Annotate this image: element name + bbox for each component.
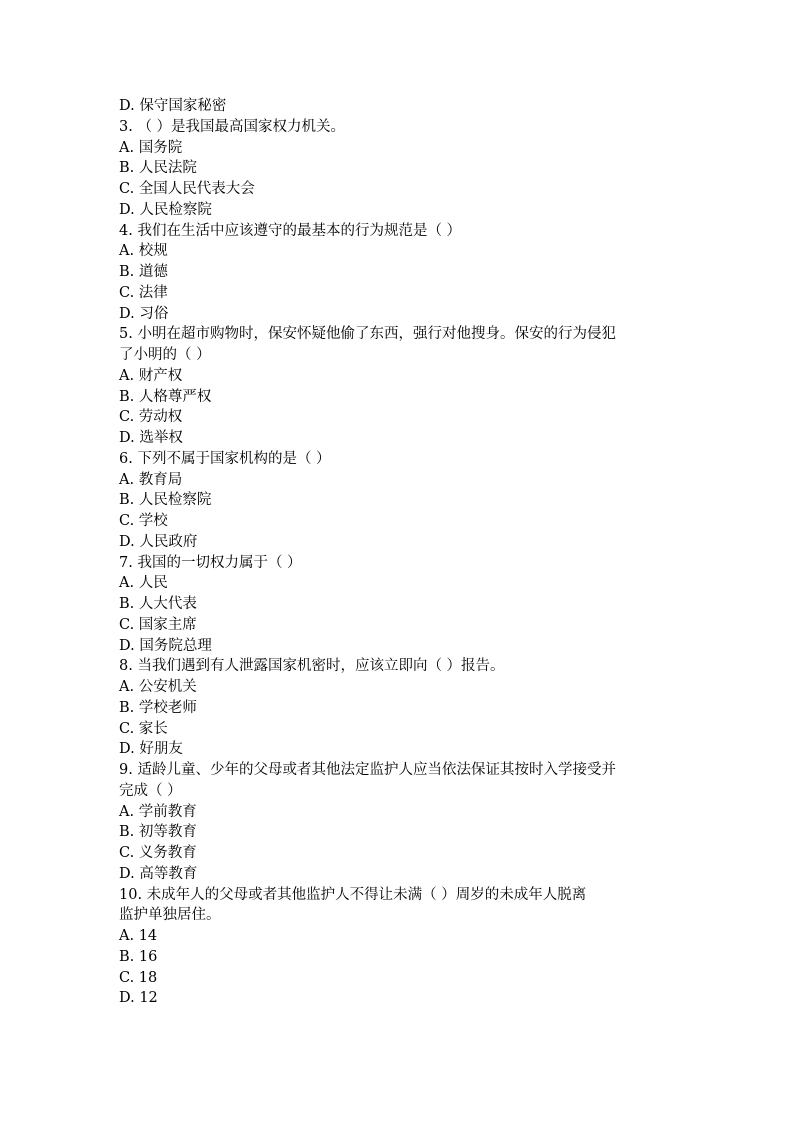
question-3: 3. （ ）是我国最高国家权力机关。 [119, 118, 346, 135]
option-a: A. 人民 [119, 575, 168, 592]
option-d: D. 高等教育 [119, 865, 198, 882]
option-d: D. 习俗 [119, 305, 169, 322]
option-a: A. 教育局 [119, 471, 183, 488]
option-c: C. 18 [119, 969, 158, 986]
option-d: D. 人民政府 [119, 533, 198, 550]
question-5: 5. 小明在超市购物时，保安怀疑他偷了东西，强行对他搜身。保安的行为侵犯 [119, 326, 616, 343]
option-c: C. 义务教育 [119, 845, 197, 861]
option-b: B. 道德 [119, 264, 168, 280]
option-d: D. 12 [119, 990, 158, 1007]
option-a: A. 国务院 [119, 139, 183, 156]
option-b: B. 人民检察院 [119, 492, 212, 509]
option-b: B. 学校老师 [119, 699, 197, 716]
option-c: C. 劳动权 [119, 409, 183, 426]
option-d: D. 保守国家秘密 [119, 98, 227, 114]
option-b: B. 人格尊严权 [119, 388, 212, 405]
option-b: B. 人民法院 [119, 160, 197, 177]
question-list [119, 96, 679, 1009]
question-9-continued: 完成（ ） [119, 782, 182, 799]
option-b: B. 人大代表 [119, 596, 197, 612]
question-7: 7. 我国的一切权力属于（ ） [119, 554, 302, 571]
option-c: C. 学校 [119, 513, 168, 529]
option-c: C. 法律 [119, 284, 168, 301]
question-9: 9. 适龄儿童、少年的父母或者其他法定监护人应当依法保证其按时入学接受并 [119, 762, 616, 778]
option-a: A. 公安机关 [119, 679, 197, 695]
option-d: D. 人民检察院 [119, 201, 212, 218]
option-a: A. 校规 [119, 243, 168, 260]
question-10: 10. 未成年人的父母或者其他监护人不得让未满（ ）周岁的未成年人脱离 [119, 886, 587, 903]
option-a: A. 财产权 [119, 367, 183, 384]
question-6: 6. 下列不属于国家机构的是（ ） [119, 450, 331, 467]
option-d: D. 国务院总理 [119, 637, 212, 654]
question-5-continued: 了小明的（ ） [119, 347, 211, 363]
question-4: 4. 我们在生活中应该遵守的最基本的行为规范是（ ） [119, 222, 462, 239]
option-c: C. 家长 [119, 720, 168, 737]
option-d: D. 好朋友 [119, 741, 183, 758]
option-c: C. 国家主席 [119, 616, 197, 633]
question-10-continued: 监护单独居住。 [119, 907, 221, 924]
option-d: D. 选举权 [119, 430, 183, 446]
option-b: B. 初等教育 [119, 824, 197, 841]
option-c: C. 全国人民代表大会 [119, 181, 255, 197]
question-8: 8. 当我们遇到有人泄露国家机密时，应该立即向（ ）报告。 [119, 658, 505, 675]
option-a: A. 学前教育 [119, 803, 197, 820]
option-a: A. 14 [119, 928, 158, 944]
option-b: B. 16 [119, 948, 158, 965]
